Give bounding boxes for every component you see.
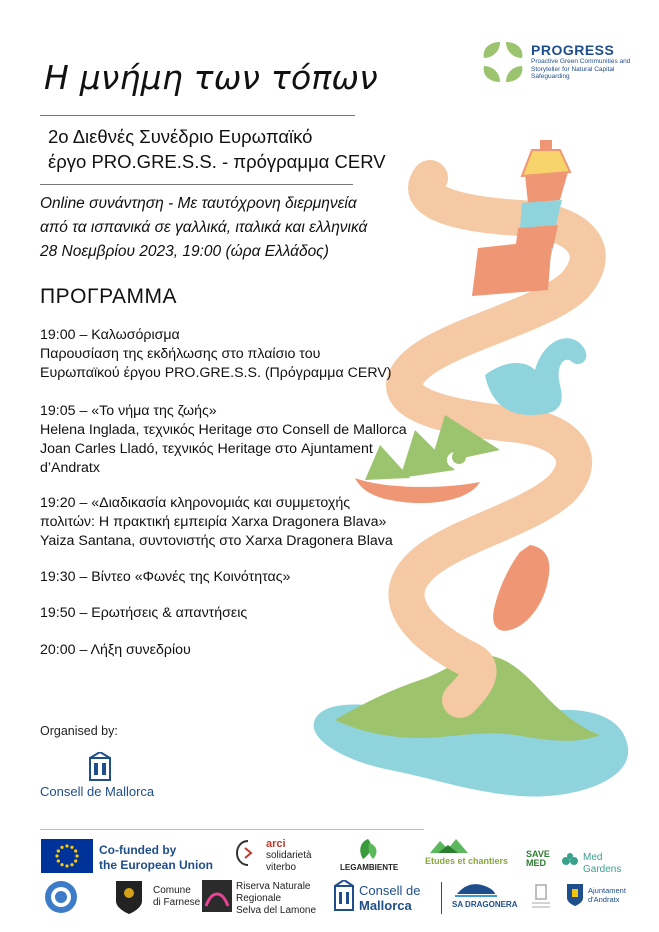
consell-footer-text [359,883,420,913]
organiser-name: Consell de Mallorca [40,784,155,799]
eu-line-2: the European Union [99,858,213,872]
andratx-crest-icon [566,883,584,907]
event-subtitle [48,124,386,174]
program-item-line: 19:05 – «Το νήμα της ζωής» [40,403,217,419]
program-item-line: Joan Carles Lladó, τεχνικός Heritage στο Ajuntament [40,441,373,457]
swan-shape [485,338,586,415]
program-item [40,494,393,551]
andratx-line-1: Ajuntament [588,886,626,895]
riserva-line-1: Riserva Naturale [236,881,311,892]
program-item-line: Helena Inglada, τεχνικός Heritage στο Consell de Mallorca [40,422,407,438]
program-item-line: Ευρωπαϊκού έργου PRO.GRE.S.S. (Πρόγραμμα CERV) [40,365,392,381]
riserva-line-2: Regionale [236,893,282,904]
sa-dragonera-text: SA DRAGONERA [452,900,518,909]
legambiente-logo-icon [355,837,381,861]
event-meta [40,192,367,264]
organised-by-label: Organised by: [40,724,118,738]
arci-logo-text [266,838,312,874]
etudes-logo-icon [430,837,468,853]
program-item-line: 19:30 – Βίντεο «Φωνές της Κοινότητας» [40,569,291,585]
footer-divider [40,829,424,830]
sa-dragonera-icon [455,880,497,898]
legambiente-text: LEGAMBIENTE [340,863,399,872]
program-item [40,326,392,383]
subtitle-divider [40,184,353,185]
eu-cofunded-text [99,843,213,873]
program-item-line: 20:00 – Λήξη συνεδρίου [40,642,191,658]
meta-line-1: Online συνάντηση - Με ταυτόχρονη διερμηνεία [40,195,357,212]
subtitle-line-2: έργο PRO.GRE.S.S. - πρόγραμμα CERV [48,151,386,172]
farnese-crest-icon [114,879,144,915]
roundel-logo-icon [44,880,78,914]
arci-logo-icon [233,838,263,868]
program-item-line: 19:00 – Καλωσόρισμα [40,327,180,343]
andratx-text [588,886,626,904]
med-gardens-icon [560,852,580,870]
program-item-line: d’Andratx [40,460,100,476]
program-item-line: Yaiza Santana, συντονιστής στο Xarxa Dragonera Blava [40,533,393,549]
consell-footer-crest-icon [333,880,355,912]
farnese-line-2: di Farnese [153,897,201,908]
consell-crest-icon [88,752,112,782]
program-item-line: Παρουσίαση της εκδήλωσης στο πλαίσιο του [40,346,321,362]
save-med-text: SAVE MED [526,849,550,868]
arci-name: arci [266,838,286,850]
eu-flag-icon [41,839,93,873]
program-item [40,604,247,623]
consell-footer-line-2: Mallorca [359,898,412,913]
farnese-line-1: Comune [153,885,191,896]
program-item [40,402,407,478]
program-item-line: 19:20 – «Διαδικασία κληρονομιάς και συμμετοχής [40,495,351,511]
amphora-shape [493,545,549,631]
title-divider [40,115,355,116]
arci-line-3: viterbo [266,862,297,873]
program-item [40,568,290,587]
program-heading: ΠΡΟΓΡΑΜΜΑ [40,285,178,308]
riserva-text [236,881,316,917]
program-item-line: πολιτών: Η πρακτική εμπειρία Xarxa Dragonera Blava» [40,514,387,530]
subtitle-line-1: 2ο Διεθνές Συνέδριο Ευρωπαϊκό [48,126,313,147]
progress-logo-tagline: Proactive Green Communities and Storyteller for Natural Capital Safeguarding [531,58,631,80]
progress-logo-name: PROGRESS [531,42,615,58]
page-title: Η μνήμη των τόπων [44,58,378,97]
etudes-text: Etudes et chantiers [425,856,509,866]
med-gardens-line-1: Med [583,852,603,863]
program-item [40,641,191,660]
consell-medi-icon [530,883,552,913]
riserva-logo-icon [202,880,232,912]
footer-vertical-divider [441,882,442,914]
med-gardens-line-2: Gardens [583,864,622,875]
arci-line-2: solidarietà [266,850,312,861]
progress-logo-icon [484,42,523,82]
eu-line-1: Co-funded by [99,843,177,857]
riserva-line-3: Selva del Lamone [236,905,317,916]
meta-line-2: από τα ισπανικά σε γαλλικά, ιταλικά και ελληνικά [40,219,368,236]
farnese-text [153,885,200,909]
meta-line-3: 28 Νοεμβρίου 2023, 19:00 (ώρα Ελλάδος) [40,243,329,260]
med-gardens-text [583,852,621,876]
andratx-line-2: d'Andratx [588,895,620,904]
consell-footer-line-1: Consell de [359,883,421,898]
program-item-line: 19:50 – Ερωτήσεις & απαντήσεις [40,605,248,621]
